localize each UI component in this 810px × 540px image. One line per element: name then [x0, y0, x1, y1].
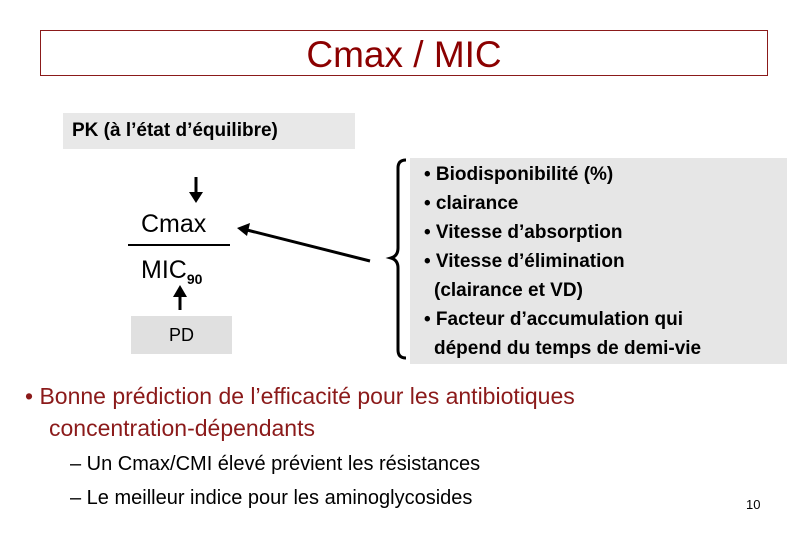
property-item: • Facteur d’accumulation qui [424, 309, 683, 330]
property-item: • Vitesse d’absorption [424, 222, 623, 243]
property-item: (clairance et VD) [434, 280, 583, 301]
main-bullet [25, 380, 575, 444]
connector-arrow-icon [237, 223, 370, 261]
down-arrow-icon [189, 177, 203, 203]
property-item: • clairance [424, 193, 519, 214]
property-item: dépend du temps de demi-vie [434, 338, 702, 359]
property-item: • Vitesse d’élimination [424, 251, 625, 272]
pd-label: PD [168, 324, 194, 345]
sub-bullet: – Le meilleur indice pour les aminoglycosides [70, 487, 473, 509]
main-bullet-line1: • Bonne prédiction de l’efficacité pour les antibiotiques [25, 383, 575, 409]
slide-title: Cmax / MIC [306, 33, 502, 75]
pk-label: PK (à l’état d’équilibre) [63, 113, 355, 149]
mic-text: MIC [141, 256, 187, 284]
brace-icon [391, 160, 406, 358]
main-bullet-line2: concentration-dépendants [49, 415, 315, 441]
page-number: 10 [746, 497, 761, 512]
cmax-label: Cmax [141, 210, 207, 238]
sub-bullet: – Un Cmax/CMI élevé prévient les résistances [70, 453, 481, 475]
up-arrow-icon [173, 285, 187, 310]
property-item: • Biodisponibilité (%) [424, 164, 614, 185]
mic-subscript: 90 [186, 271, 203, 287]
